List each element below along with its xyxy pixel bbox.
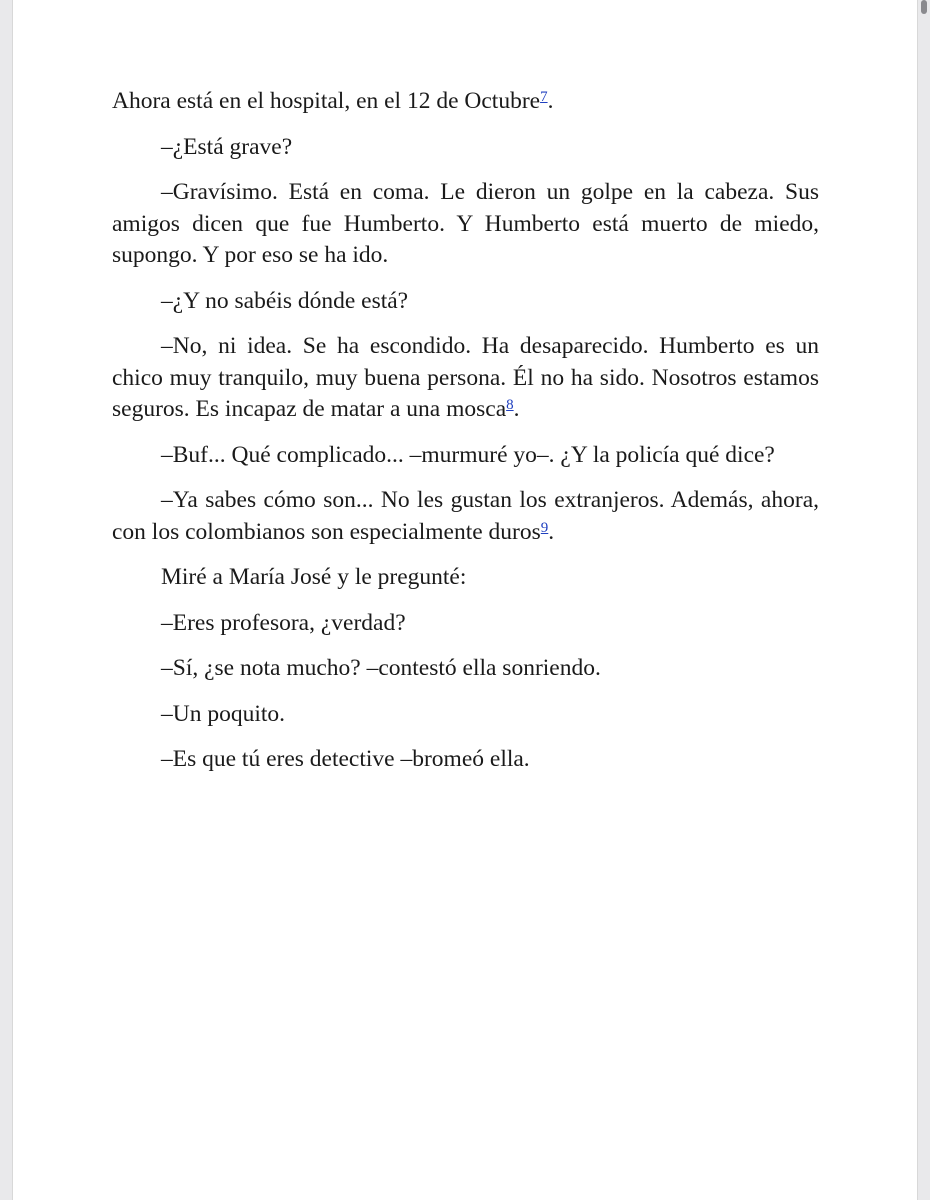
paragraph-9: –Eres profesora, ¿verdad? xyxy=(161,609,406,636)
paragraph-4: –¿Y no sabéis dónde está? xyxy=(161,287,409,314)
scrollbar[interactable] xyxy=(918,0,930,1200)
paragraph-8: Miré a María José y le pregunté: xyxy=(161,564,467,590)
document-page xyxy=(12,0,918,1200)
paragraph-2: –¿Está grave? xyxy=(161,133,293,160)
paragraph-5: –No, ni idea. Se ha escondido. Ha desaparecido. Humberto es un chico muy tranquilo, muy buena persona. Él no ha sido. Nosotros estamos seguros. Es incapaz de matar a una mosca$^8$. xyxy=(112,333,819,422)
paragraph-12: –Es que tú eres detective –bromeó ella. xyxy=(161,746,530,772)
footnote-link-8[interactable]: 8 xyxy=(506,397,514,413)
paragraph-10: –Sí, ¿se nota mucho? –contestó ella sonriendo. xyxy=(161,655,601,681)
scrollbar-thumb[interactable] xyxy=(921,0,927,14)
paragraph-6: –Buf... Qué complicado... –murmuré yo–. ¿Y la policía qué dice? xyxy=(161,441,775,468)
footnote-link-7[interactable]: 7 xyxy=(540,89,548,105)
footnote-link-9[interactable]: 9 xyxy=(540,519,549,536)
page-text xyxy=(112,86,819,790)
paragraph-11: –Un poquito. xyxy=(161,700,286,727)
paragraph-7: –Ya sabes cómo son... No les gustan los extranjeros. Además, ahora, con los colombianos son especialmente duros$^9$. xyxy=(112,487,819,545)
paragraph-3: –Gravísimo. Está en coma. Le dieron un golpe en la cabeza. Sus amigos dicen que fue Humberto. Y Humberto está muerto de miedo, supongo. Y por eso se ha ido. xyxy=(112,179,819,268)
paragraph-1: Ahora está en el hospital, en el 12 de Octubre$^7$. xyxy=(112,88,554,114)
